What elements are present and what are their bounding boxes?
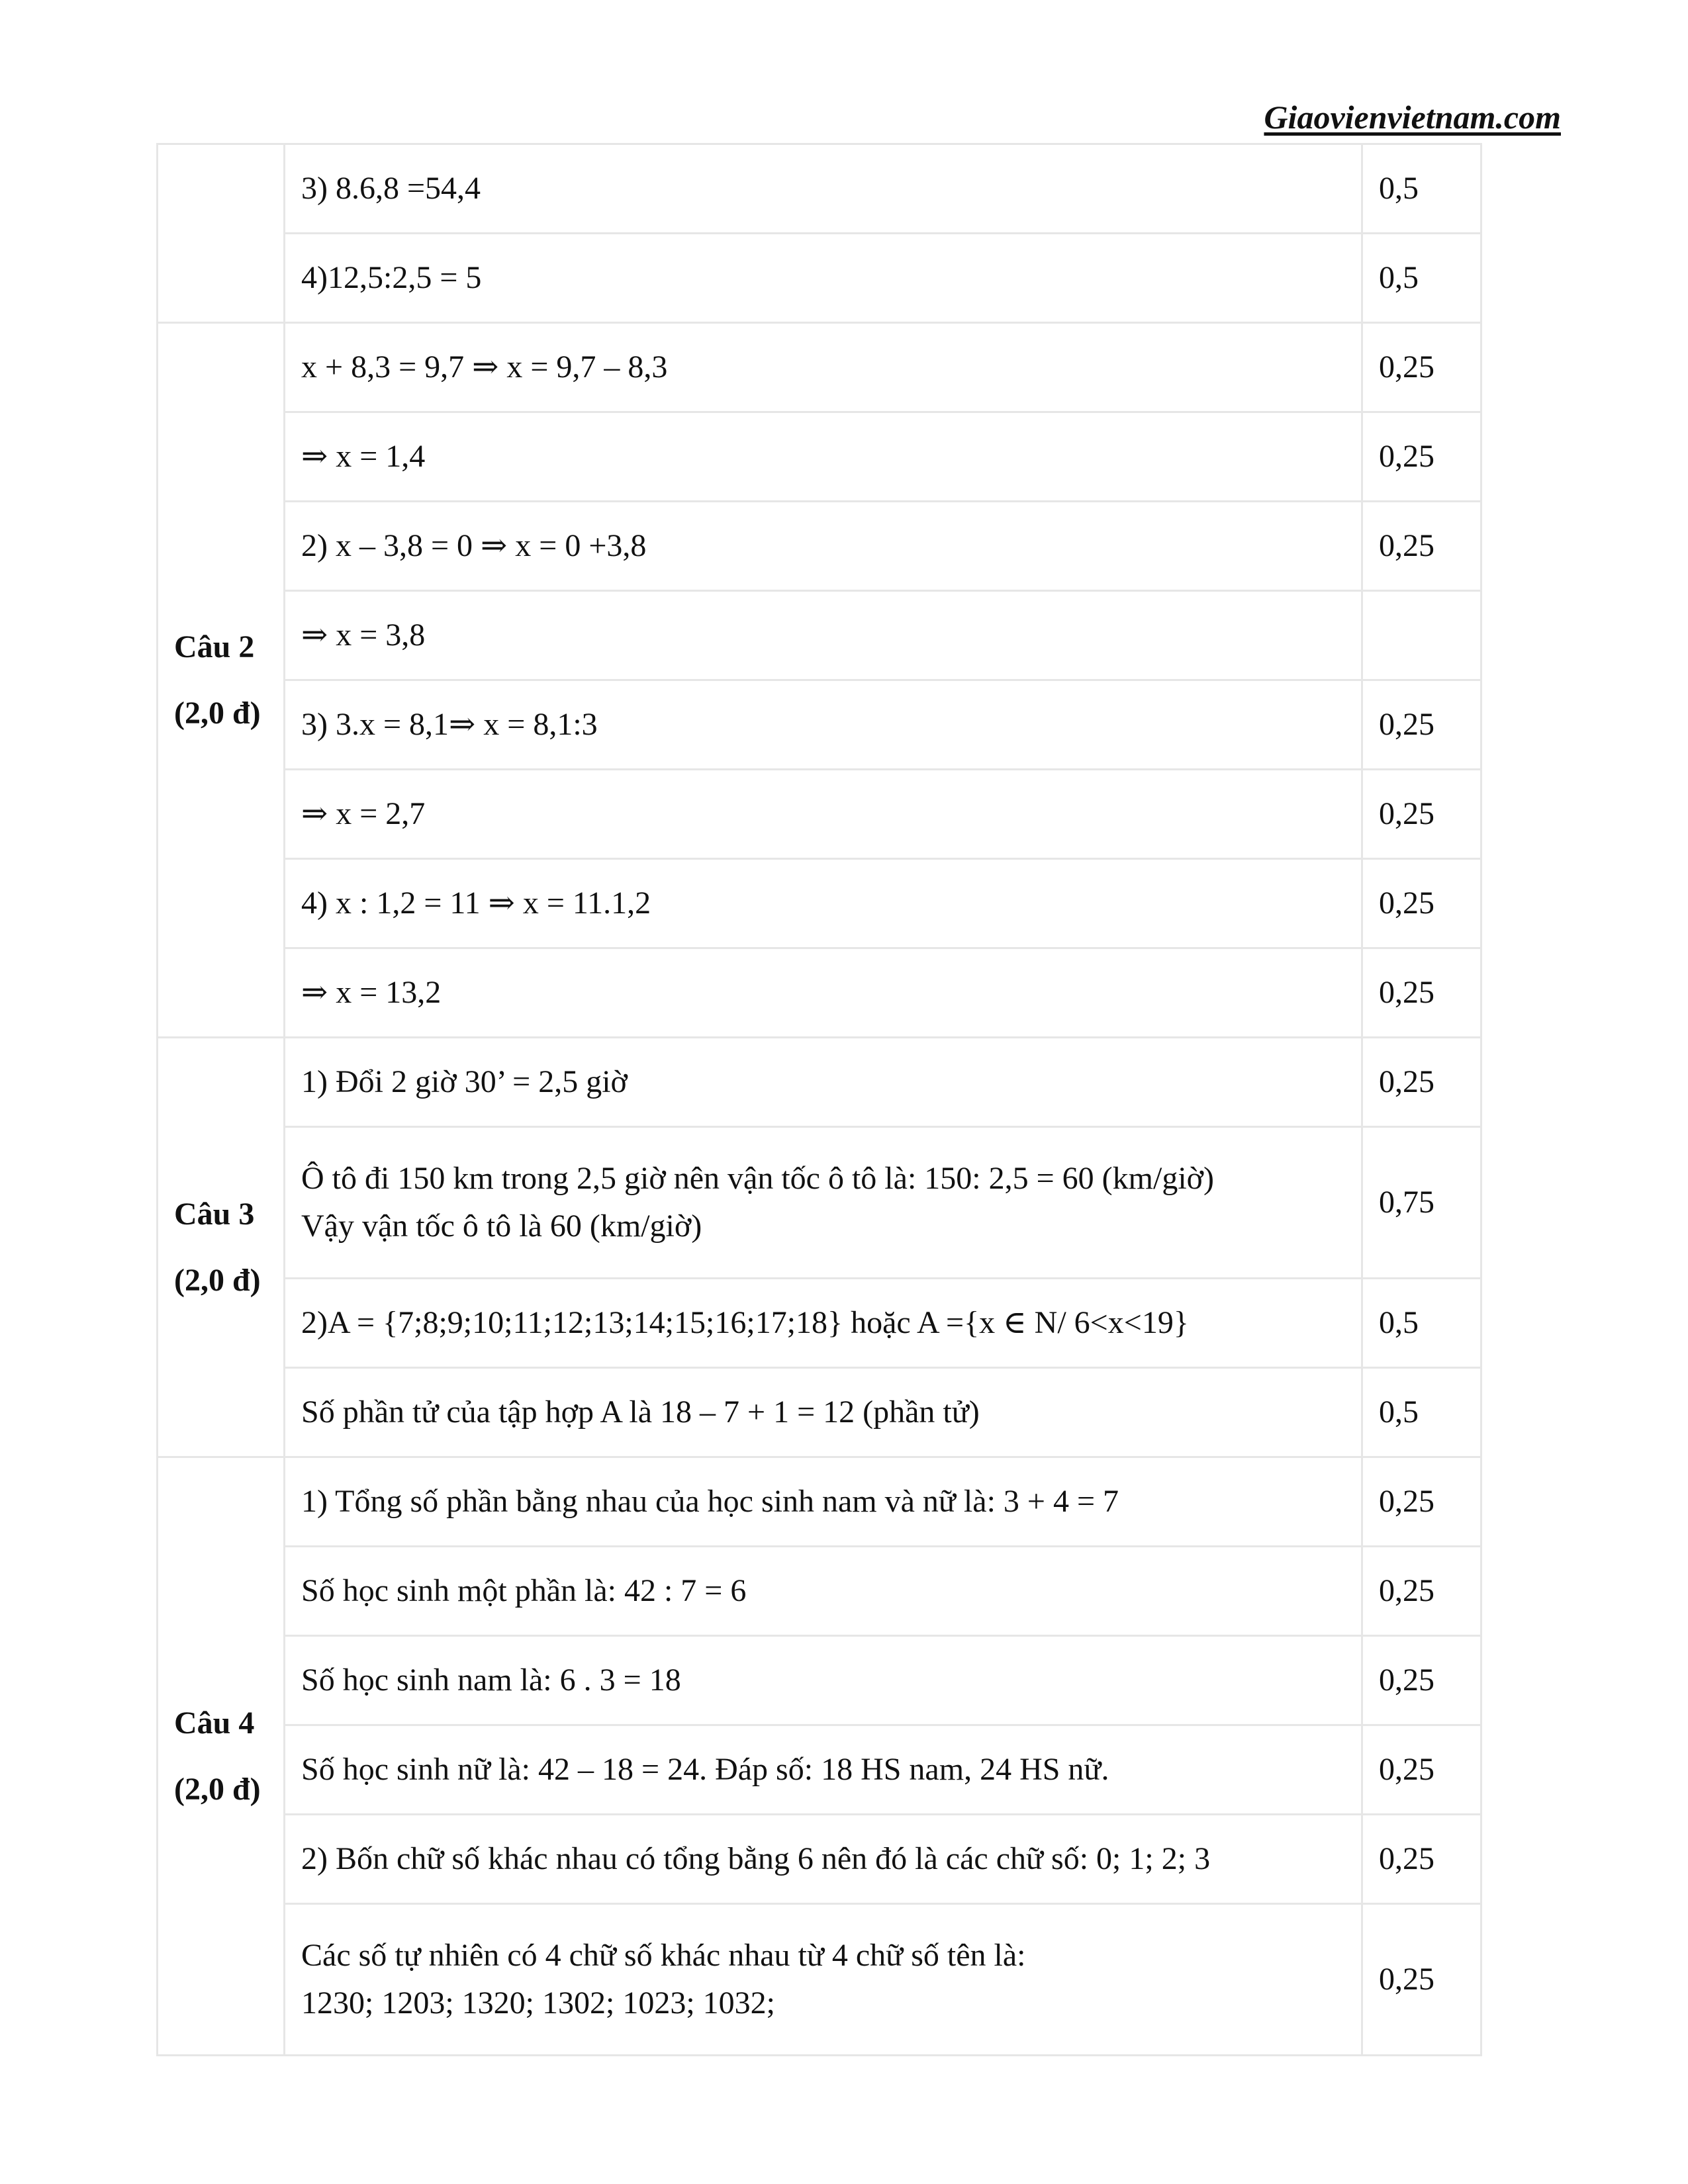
table-row bbox=[158, 1815, 1481, 1904]
question-cell bbox=[158, 144, 285, 323]
score-cell: 0,25 bbox=[1362, 412, 1481, 502]
solution-step: ⇒ x = 2,7 bbox=[285, 770, 1362, 859]
table-row bbox=[158, 770, 1481, 859]
score-cell bbox=[1362, 591, 1481, 680]
solution-step: Ô tô đi 150 km trong 2,5 giờ nên vận tốc ô tô là: 150: 2,5 = 60 (km/giờ) Vậy vận tốc ô tô là 60 (km/giờ) bbox=[285, 1127, 1362, 1279]
table-row bbox=[158, 1725, 1481, 1815]
table-row bbox=[158, 323, 1481, 412]
table-row bbox=[158, 591, 1481, 680]
score-cell: 0,75 bbox=[1362, 1127, 1481, 1279]
question-cell bbox=[158, 323, 285, 1038]
score-cell: 0,5 bbox=[1362, 1368, 1481, 1457]
score-cell: 0,25 bbox=[1362, 770, 1481, 859]
question-cell bbox=[158, 1457, 285, 2056]
score-cell: 0,25 bbox=[1362, 680, 1481, 770]
table-row bbox=[158, 234, 1481, 323]
score-cell: 0,25 bbox=[1362, 1038, 1481, 1127]
question-label: Câu 2 bbox=[174, 629, 255, 664]
table-row bbox=[158, 144, 1481, 234]
site-watermark: Giaovienvietnam.com bbox=[1264, 99, 1561, 136]
score-cell: 0,25 bbox=[1362, 1815, 1481, 1904]
solution-step: ⇒ x = 1,4 bbox=[285, 412, 1362, 502]
solution-step: Số phần tử của tập hợp A là 18 – 7 + 1 = 12 (phần tử) bbox=[285, 1368, 1362, 1457]
score-cell: 0,25 bbox=[1362, 1904, 1481, 2056]
table-row bbox=[158, 412, 1481, 502]
solution-step: 4)12,5:2,5 = 5 bbox=[285, 234, 1362, 323]
solution-step: 2) x – 3,8 = 0 ⇒ x = 0 +3,8 bbox=[285, 502, 1362, 591]
solution-step: 1) Tổng số phần bằng nhau của học sinh nam và nữ là: 3 + 4 = 7 bbox=[285, 1457, 1362, 1547]
answer-key-table bbox=[156, 143, 1482, 2056]
solution-step: ⇒ x = 13,2 bbox=[285, 948, 1362, 1038]
score-cell: 0,5 bbox=[1362, 234, 1481, 323]
solution-step: x + 8,3 = 9,7 ⇒ x = 9,7 – 8,3 bbox=[285, 323, 1362, 412]
table-row bbox=[158, 1368, 1481, 1457]
solution-step: 4) x : 1,2 = 11 ⇒ x = 11.1,2 bbox=[285, 859, 1362, 948]
question-cell bbox=[158, 1038, 285, 1457]
solution-step: Số học sinh nữ là: 42 – 18 = 24. Đáp số: 18 HS nam, 24 HS nữ. bbox=[285, 1725, 1362, 1815]
table-row bbox=[158, 502, 1481, 591]
solution-step: Các số tự nhiên có 4 chữ số khác nhau từ 4 chữ số tên là: 1230; 1203; 1320; 1302; 1023; 1032; bbox=[285, 1904, 1362, 2056]
table-row bbox=[158, 1547, 1481, 1636]
table-row bbox=[158, 1904, 1481, 2056]
score-cell: 0,25 bbox=[1362, 1457, 1481, 1547]
table-row bbox=[158, 1038, 1481, 1127]
score-cell: 0,25 bbox=[1362, 948, 1481, 1038]
score-cell: 0,25 bbox=[1362, 502, 1481, 591]
solution-step: ⇒ x = 3,8 bbox=[285, 591, 1362, 680]
score-cell: 0,5 bbox=[1362, 144, 1481, 234]
table-row bbox=[158, 1457, 1481, 1547]
table-row bbox=[158, 1127, 1481, 1279]
solution-step: 2) Bốn chữ số khác nhau có tổng bằng 6 nên đó là các chữ số: 0; 1; 2; 3 bbox=[285, 1815, 1362, 1904]
question-label: Câu 3 bbox=[174, 1196, 255, 1232]
score-cell: 0,25 bbox=[1362, 323, 1481, 412]
question-label: Câu 4 bbox=[174, 1705, 255, 1741]
question-points: (2,0 đ) bbox=[174, 695, 261, 731]
solution-step: Số học sinh nam là: 6 . 3 = 18 bbox=[285, 1636, 1362, 1725]
solution-step: 2)A = {7;8;9;10;11;12;13;14;15;16;17;18} hoặc A ={x ∈ N/ 6<x<19} bbox=[285, 1279, 1362, 1368]
score-cell: 0,25 bbox=[1362, 1636, 1481, 1725]
question-points: (2,0 đ) bbox=[174, 1262, 261, 1298]
table-row bbox=[158, 680, 1481, 770]
solution-step: 1) Đổi 2 giờ 30’ = 2,5 giờ bbox=[285, 1038, 1362, 1127]
table-row bbox=[158, 1279, 1481, 1368]
score-cell: 0,25 bbox=[1362, 1547, 1481, 1636]
score-cell: 0,25 bbox=[1362, 1725, 1481, 1815]
table-row bbox=[158, 1636, 1481, 1725]
solution-step: 3) 8.6,8 =54,4 bbox=[285, 144, 1362, 234]
question-points: (2,0 đ) bbox=[174, 1771, 261, 1807]
solution-step: 3) 3.x = 8,1⇒ x = 8,1:3 bbox=[285, 680, 1362, 770]
score-cell: 0,5 bbox=[1362, 1279, 1481, 1368]
solution-step: Số học sinh một phần là: 42 : 7 = 6 bbox=[285, 1547, 1362, 1636]
table-row bbox=[158, 948, 1481, 1038]
table-row bbox=[158, 859, 1481, 948]
score-cell: 0,25 bbox=[1362, 859, 1481, 948]
